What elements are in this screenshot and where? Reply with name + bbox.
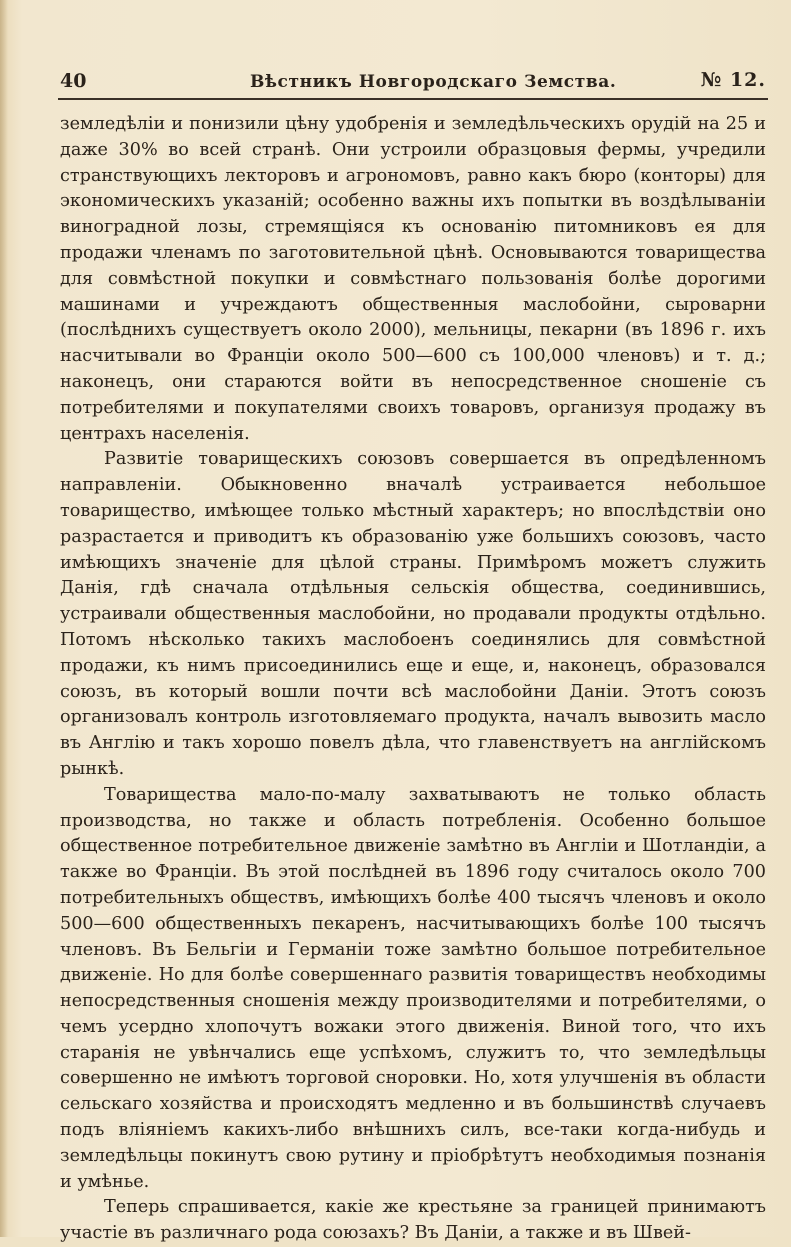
page-number: 40	[60, 70, 87, 92]
article-body	[60, 112, 766, 1247]
page-edge-shadow	[0, 0, 8, 1237]
paragraph: Товарищества мало-по-малу захватываютъ не только область производства, но также и область потребленія. Особенно большое общественное потребительное движеніе замѣтно въ Англіи и Шотландіи, а также во Франціи. Въ этой послѣдней въ 1896 году считалось около 700 потребительныхъ обществъ, имѣющихъ болѣе 400 тысячъ членовъ и около 500—600 общественныхъ пекаренъ, насчитывающихъ болѣе 100 тысячъ членовъ. Въ Бельгіи и Германіи тоже замѣтно большое потребительное движеніе. Но для болѣе совершеннаго развитія товариществъ необходимы непосредственныя сношенія между производителями и потребителями, о чемъ усердно хлопочутъ вожаки этого движенія. Виной того, что ихъ старанія не увѣнчались еще успѣхомъ, служитъ то, что земледѣльцы совершенно не имѣютъ торговой сноровки. Но, хотя улучшенія въ области сельскаго хозяйства и происходятъ медленно и въ большинствѣ случаевъ подъ вліяніемъ какихъ-либо внѣшнихъ силъ, все-таки когда-нибудь и земледѣльцы покинутъ свою рутину и пріобрѣтутъ необходимыя познанія и умѣнье.	[60, 784, 766, 1192]
header-rule	[58, 98, 768, 100]
running-header	[60, 64, 766, 100]
paragraph: Теперь спрашивается, какіе же крестьяне за границей принимаютъ участіе въ различнаго рода союзахъ? Въ Даніи, а также и въ Швей-	[60, 1197, 766, 1244]
journal-title: Вѣстникъ Новгородскаго Земства.	[250, 72, 617, 92]
paragraph: Развитіе товарищескихъ союзовъ совершается въ опредѣленномъ направленіи. Обыкновенно вначалѣ устраивается небольшое товарищество, имѣющее только мѣстный характеръ; но впослѣдствіи оно разрастается и приводитъ къ образованію уже большихъ союзовъ, часто имѣющихъ значеніе для цѣлой страны. Примѣромъ можетъ служить Данія, гдѣ сначала отдѣльныя сельскія общества, соединившись, устраивали общественныя маслобойни, но продавали продукты отдѣльно. Потомъ нѣсколько такихъ маслобоенъ соединялись для совмѣстной продажи, къ нимъ присоединились еще и еще, и, наконецъ, образовался союзъ, въ который вошли почти всѣ маслобойни Даніи. Этотъ союзъ организовалъ контроль изготовляемаго продукта, началъ вывозить масло въ Англію и такъ хорошо повелъ дѣла, что главенствуетъ на англійскомъ рынкѣ.	[60, 449, 766, 779]
paragraph-continued: земледѣліи и понизили цѣну удобренія и земледѣльческихъ орудій на 25 и даже 30% во всей странѣ. Они устроили образцовыя фермы, учредили странствующихъ лекторовъ и агрономовъ, равно какъ бюро (конторы) для экономическихъ указаній; особенно важны ихъ попытки въ воздѣлываніи виноградной лозы, стремящіяся къ основанію питомниковъ ея для продажи членамъ по заготовительной цѣнѣ. Основываются товарищества для совмѣстной покупки и совмѣстнаго пользованія болѣе дорогими машинами и учреждаютъ общественныя маслобойни, сыроварни (послѣднихъ существуетъ около 2000), мельницы, пекарни (въ 1896 г. ихъ насчитывали во Франціи около 500—600 съ 100,000 членовъ) и т. д.; наконецъ, они стараются войти въ непосредственное сношеніе съ потребителями и покупателями своихъ товаровъ, организуя продажу въ центрахъ населенія.	[60, 114, 766, 444]
issue-number: № 12.	[700, 69, 766, 91]
